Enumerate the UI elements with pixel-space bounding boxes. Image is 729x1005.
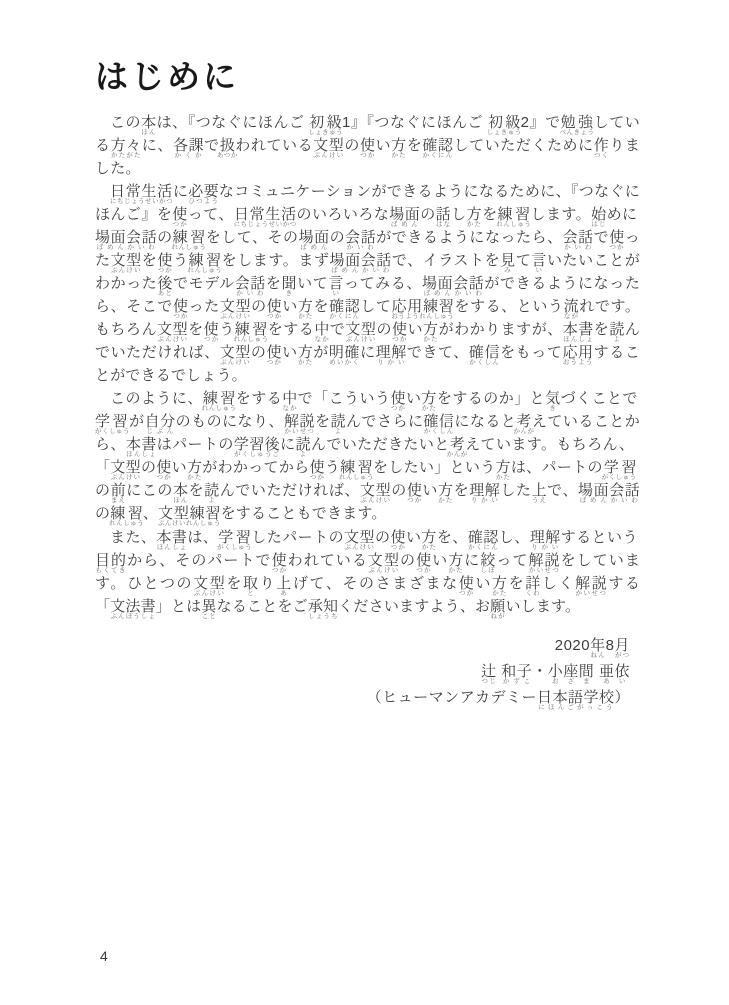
paragraph-1: この本ほんは、『つなぐにほんご 初級しょきゅう1』『つなぐにほんご 初級しょきゅう2』で勉強べんきょうしている方々かたがたに、各課かくかで扱あつかわれている文型ぶんけいの使つかい方かたを確認かくにんしていただくために作つくりました。: [95, 113, 641, 177]
signature-date: 2020年ねん8月がつ: [554, 636, 630, 659]
page-number: 4: [100, 948, 108, 964]
signature-authors: 辻つじ 和子かずこ・小座間おざま 亜依あい: [481, 662, 630, 685]
paragraph-3: このように、練習れんしゅうをする中なかで「こういう使つかい方かたをするのか」と気きづくことで学習がくしゅうが自分じぶんのものになり、解説かいせつを読よんでさらに確信かくしんになると考かんがえていることから、本書ほんしょはパートの学習後がくしゅうごに読よんでいただきたいと考かんがえています。もちろん、「文型ぶんけいの使つかい方かたがわかってから使つかう練習れんしゅうをしたい」という方かたは、パートの学習がくしゅうの前まえにこの本ほんを読よんでいただければ、文型ぶんけいの使つかい方かたを理解りかいした上うえで、場面会話ばめんかいわの練習れんしゅう、文型練習ぶんけいれんしゅうをすることもできます。: [95, 389, 641, 527]
preface-body: [95, 111, 640, 619]
paragraph-4: また、本書ほんしょは、学習がくしゅうしたパートの文型ぶんけいの使つかい方かたを、確認かくにんし、理解りかいするという目的もくてきから、そのパートで使つかわれている文型ぶんけいの使つかい方かたに絞しぼって解説かいせつをしています。ひとつの文型ぶんけいを取とり上あげて、そのさまざまな使つかい方かたを詳くわしく解説かいせつする「文法書ぶんぽうしょ」とは異ことなることをご承知しょうちくださいますよう、お願ねがいします。: [95, 528, 641, 620]
page-title: はじめに: [95, 58, 239, 95]
signature-affiliation: （ヒューマンアカデミー日本語学校にほんごがっこう）: [366, 688, 630, 711]
paragraph-2: 日常生活にちじょうせいかつに必要ひつようなコミュニケーションができるようになるために、『つなぐにほんご』を使つかって、日常生活にちじょうせいかつのいろいろな場面ばめんの話はなし方かたを練習れんしゅうします。始はじめに場面会話ばめんかいわの練習れんしゅうをして、その場面ばめんの会話かいわができるようになったら、会話かいわで使つかった文型ぶんけいを使つかう練習れんしゅうをします。まず場面会話ばめんかいわで、イラストを見みて言いいたいことがわかった後あとでモデル会話かいわを聞きいて言いってみる、場面会話ばめんかいわができるようになったら、そこで使つかった文型ぶんけいの使つかい方かたを確認かくにんして応用練習おうようれんしゅうをする、という流ながれです。もちろん文型ぶんけいを使つかう練習れんしゅうをする中なかで文型ぶんけいの使つかい方かたがわかりますが、本書ほんしょを読よんでいただければ、文型ぶんけいの使つかい方かたが明確めいかくに理解りかいできて、確信かくしんをもって応用おうようすることができるでしょう。: [95, 182, 641, 384]
signature-block: [95, 633, 640, 711]
